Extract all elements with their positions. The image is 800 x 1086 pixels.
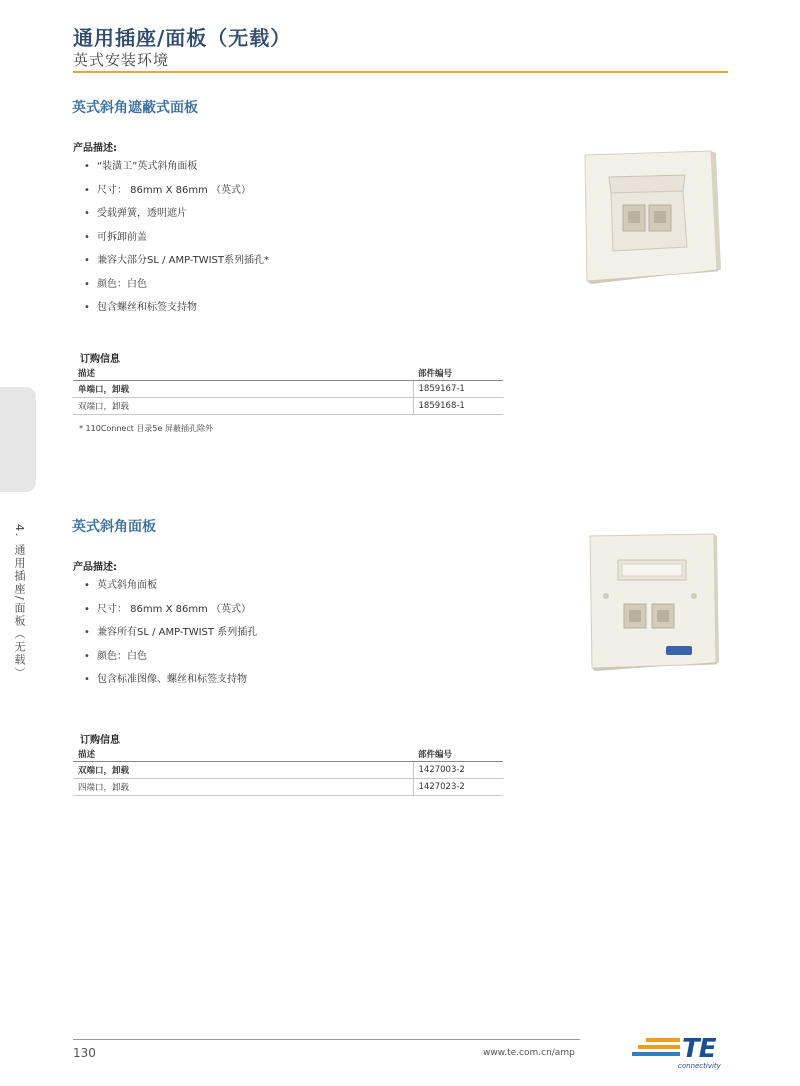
section2-order-table [73, 747, 503, 796]
section1-title: 英式斜角遮蔽式面板 [72, 100, 198, 116]
table-row [73, 779, 503, 796]
list-item: • 可拆卸前盖 [73, 231, 269, 255]
page-subtitle: 英式安装环境 [73, 51, 170, 69]
page-title: 通用插座/面板（无载） [73, 26, 292, 50]
list-item: • 兼容大部分SL / AMP-TWIST系列插孔* [73, 254, 269, 278]
table-cell: 双端口，卸载 [73, 762, 413, 779]
section2-desc-label: 产品描述: [73, 562, 117, 573]
te-connectivity-logo [632, 1034, 732, 1074]
column-header: 部件编号 [413, 366, 503, 381]
section1-desc-label: 产品描述: [73, 143, 117, 154]
table-cell: 双端口，卸载 [73, 398, 413, 415]
section1-footnote: * 110Connect 目录5e 屏蔽插孔除外 [79, 424, 213, 433]
side-tab-label: 4. 通用插座/面板（无载） [13, 524, 26, 680]
page-number: 130 [73, 1046, 96, 1060]
list-item: • 尺寸： 86mm X 86mm （英式） [73, 184, 269, 208]
table-row [73, 762, 503, 779]
section2-order-label: 订购信息 [80, 735, 120, 746]
section1-bullet-list [73, 160, 269, 325]
footer-url[interactable]: www.te.com.cn/amp [483, 1048, 575, 1058]
section2-title: 英式斜角面板 [72, 519, 156, 535]
shuttered-faceplate-image [573, 147, 723, 287]
table-cell: 单端口，卸载 [73, 381, 413, 398]
column-header: 描述 [73, 366, 413, 381]
table-row [73, 398, 503, 415]
logo-stripes-icon [632, 1038, 680, 1058]
table-header-row [73, 366, 503, 381]
list-item: • 包含标准图像、螺丝和标签支持物 [73, 673, 257, 697]
list-item: • 颜色：白色 [73, 650, 257, 674]
section1-order-table [73, 366, 503, 415]
list-item: • 英式斜角面板 [73, 579, 257, 603]
table-cell: 1427003-2 [413, 762, 503, 779]
footer-divider [73, 1039, 580, 1040]
table-cell: 1427023-2 [413, 779, 503, 796]
logo-tagline: connectivity [678, 1062, 721, 1070]
table-row [73, 381, 503, 398]
section2-bullet-list [73, 579, 257, 697]
list-item: • 受载弹簧，透明遮片 [73, 207, 269, 231]
list-item: • “装潢工”英式斜角面板 [73, 160, 269, 184]
angled-faceplate-image [580, 532, 720, 672]
section1-order-label: 订购信息 [80, 354, 120, 365]
list-item: • 尺寸： 86mm X 86mm （英式） [73, 603, 257, 627]
table-cell: 1859168-1 [413, 398, 503, 415]
table-cell: 1859167-1 [413, 381, 503, 398]
list-item: • 兼容所有SL / AMP-TWIST 系列插孔 [73, 626, 257, 650]
column-header: 描述 [73, 747, 413, 762]
list-item: • 颜色：白色 [73, 278, 269, 302]
table-header-row [73, 747, 503, 762]
table-cell: 四端口，卸载 [73, 779, 413, 796]
logo-text: TE [682, 1034, 716, 1064]
column-header: 部件编号 [413, 747, 503, 762]
list-item: • 包含螺丝和标签支持物 [73, 301, 269, 325]
header-divider [73, 71, 728, 73]
side-tab [0, 387, 36, 492]
